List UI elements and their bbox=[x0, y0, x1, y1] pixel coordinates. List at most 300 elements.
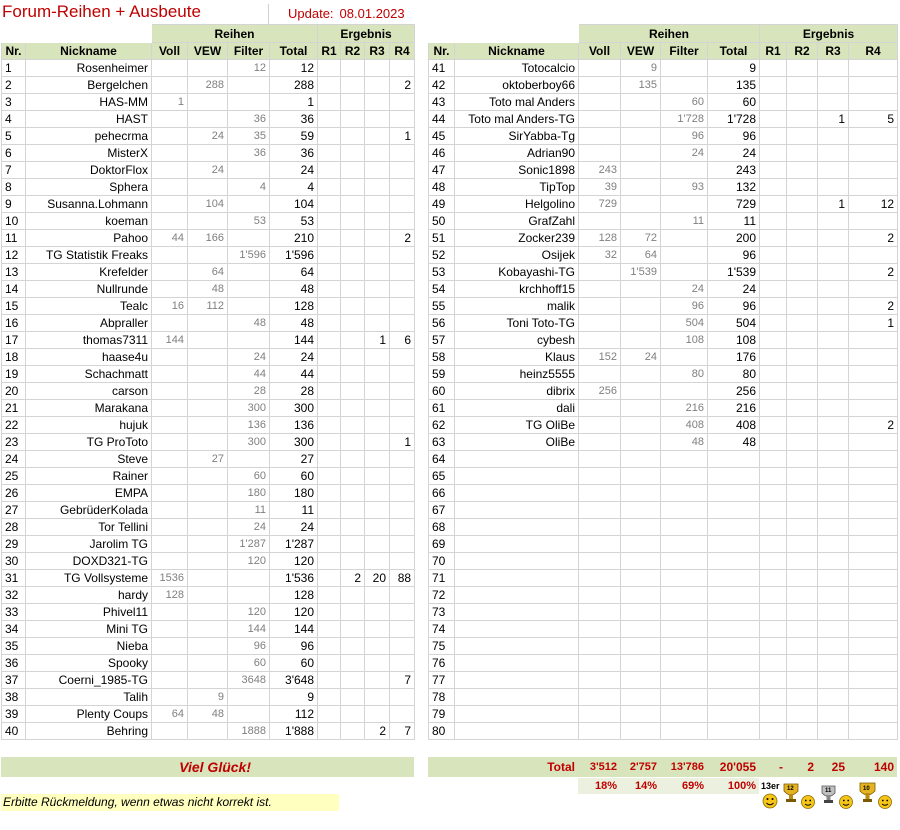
cell-r4: 5 bbox=[849, 111, 898, 128]
cell-nickname: Marakana bbox=[26, 400, 152, 417]
cell-vew bbox=[621, 672, 661, 689]
feedback-note: Erbitte Rückmeldung, wenn etwas nicht korrekt ist. bbox=[1, 794, 339, 811]
cell-total bbox=[708, 587, 760, 604]
cell-nr: 36 bbox=[2, 655, 26, 672]
cell-r3 bbox=[818, 502, 849, 519]
cell-voll bbox=[152, 196, 188, 213]
cell-voll bbox=[579, 519, 621, 536]
cell-r4: 12 bbox=[849, 196, 898, 213]
cell-nickname: Osijek bbox=[455, 247, 579, 264]
cell-nickname: oktoberboy66 bbox=[455, 77, 579, 94]
cell-r4 bbox=[390, 383, 415, 400]
cell-r4 bbox=[390, 689, 415, 706]
cell-nickname bbox=[455, 502, 579, 519]
cell-voll bbox=[579, 621, 621, 638]
cell-r1 bbox=[760, 298, 787, 315]
cell-r1 bbox=[760, 162, 787, 179]
total-filter: 13'786 bbox=[670, 761, 704, 773]
cell-r1 bbox=[318, 128, 341, 145]
smiley-icon bbox=[802, 796, 815, 809]
col-header-voll: Voll bbox=[152, 43, 188, 60]
table-row bbox=[429, 502, 898, 519]
cell-r4 bbox=[390, 638, 415, 655]
cell-voll: 1536 bbox=[152, 570, 188, 587]
cell-voll bbox=[152, 128, 188, 145]
cell-voll bbox=[152, 77, 188, 94]
cell-total: 135 bbox=[708, 77, 760, 94]
cell-nr: 51 bbox=[429, 230, 455, 247]
cell-r4 bbox=[849, 281, 898, 298]
table-row bbox=[429, 213, 898, 230]
table-row bbox=[429, 162, 898, 179]
cell-vew bbox=[621, 383, 661, 400]
col-header-vew: VEW bbox=[621, 43, 661, 60]
cell-voll bbox=[579, 434, 621, 451]
table-row bbox=[2, 451, 415, 468]
cell-total: 1'287 bbox=[270, 536, 318, 553]
cell-voll: 144 bbox=[152, 332, 188, 349]
cell-total: 200 bbox=[708, 230, 760, 247]
cell-r1 bbox=[318, 706, 341, 723]
cell-nr: 69 bbox=[429, 536, 455, 553]
cell-voll bbox=[579, 94, 621, 111]
total-r3: 25 bbox=[831, 760, 845, 774]
cell-r3 bbox=[365, 536, 390, 553]
table-row bbox=[2, 111, 415, 128]
cell-filter: 24 bbox=[661, 281, 708, 298]
cell-vew bbox=[621, 451, 661, 468]
cell-nickname: Tealc bbox=[26, 298, 152, 315]
cell-r2 bbox=[341, 366, 365, 383]
group-header-reihen: Reihen bbox=[579, 25, 760, 43]
table-row bbox=[2, 128, 415, 145]
cell-r3 bbox=[365, 60, 390, 77]
cell-filter: 4 bbox=[228, 179, 270, 196]
cell-vew bbox=[621, 162, 661, 179]
cell-r4: 1 bbox=[849, 315, 898, 332]
cell-r1 bbox=[760, 349, 787, 366]
cell-r4 bbox=[849, 94, 898, 111]
table-row bbox=[2, 706, 415, 723]
table-row bbox=[2, 196, 415, 213]
cell-filter: 48 bbox=[228, 315, 270, 332]
cell-r1 bbox=[760, 366, 787, 383]
cell-r2 bbox=[341, 672, 365, 689]
cell-r3 bbox=[365, 502, 390, 519]
cell-filter bbox=[228, 196, 270, 213]
cell-r3 bbox=[365, 655, 390, 672]
cell-vew bbox=[188, 315, 228, 332]
cell-r2 bbox=[787, 553, 818, 570]
table-row bbox=[429, 451, 898, 468]
cell-nickname: dali bbox=[455, 400, 579, 417]
cell-total: 48 bbox=[270, 281, 318, 298]
cell-total bbox=[708, 570, 760, 587]
cell-vew bbox=[621, 145, 661, 162]
cell-vew bbox=[621, 94, 661, 111]
cell-filter: 96 bbox=[661, 298, 708, 315]
cell-total: 96 bbox=[708, 298, 760, 315]
cell-r1 bbox=[318, 536, 341, 553]
cell-nickname: EMPA bbox=[26, 485, 152, 502]
cell-total: 120 bbox=[270, 553, 318, 570]
group-header-ergebnis: Ergebnis bbox=[760, 25, 898, 43]
cell-voll bbox=[579, 689, 621, 706]
cell-nickname bbox=[455, 451, 579, 468]
cell-r4 bbox=[390, 281, 415, 298]
cell-r3 bbox=[365, 111, 390, 128]
cell-nickname: TipTop bbox=[455, 179, 579, 196]
cell-nr: 46 bbox=[429, 145, 455, 162]
total-total: 20'055 bbox=[719, 760, 756, 774]
percent-row bbox=[578, 778, 759, 794]
cell-total: 48 bbox=[270, 315, 318, 332]
cell-r3 bbox=[818, 587, 849, 604]
cell-filter bbox=[228, 281, 270, 298]
cell-r2 bbox=[787, 247, 818, 264]
cell-total: 53 bbox=[270, 213, 318, 230]
cell-nickname: Phivel11 bbox=[26, 604, 152, 621]
col-header-vew: VEW bbox=[188, 43, 228, 60]
cell-total: 256 bbox=[708, 383, 760, 400]
cell-r3 bbox=[818, 400, 849, 417]
cell-nr: 66 bbox=[429, 485, 455, 502]
cell-nr: 64 bbox=[429, 451, 455, 468]
cell-r1 bbox=[318, 587, 341, 604]
group-header-ergebnis: Ergebnis bbox=[318, 25, 415, 43]
cell-total: 96 bbox=[708, 247, 760, 264]
cell-filter: 53 bbox=[228, 213, 270, 230]
cell-r1 bbox=[760, 247, 787, 264]
cell-r4 bbox=[849, 332, 898, 349]
cell-nr: 15 bbox=[2, 298, 26, 315]
cell-r2 bbox=[787, 706, 818, 723]
table-row bbox=[429, 298, 898, 315]
cell-total: 128 bbox=[270, 587, 318, 604]
cell-vew bbox=[621, 179, 661, 196]
cell-r3 bbox=[365, 128, 390, 145]
cell-nr: 21 bbox=[2, 400, 26, 417]
cell-r1 bbox=[760, 400, 787, 417]
cell-r3 bbox=[365, 315, 390, 332]
cell-r2 bbox=[341, 315, 365, 332]
percent-voll: 18% bbox=[594, 780, 617, 792]
cell-r3 bbox=[365, 94, 390, 111]
total-r4: 140 bbox=[873, 760, 894, 774]
cell-nickname: OliBe bbox=[455, 434, 579, 451]
cell-nickname bbox=[455, 689, 579, 706]
cell-nr: 53 bbox=[429, 264, 455, 281]
cell-vew bbox=[188, 638, 228, 655]
cell-filter bbox=[661, 349, 708, 366]
cell-filter bbox=[661, 502, 708, 519]
cell-voll bbox=[152, 485, 188, 502]
cell-r1 bbox=[760, 417, 787, 434]
cell-r4 bbox=[390, 145, 415, 162]
cell-r1 bbox=[318, 621, 341, 638]
cell-r2 bbox=[787, 383, 818, 400]
cell-r1 bbox=[760, 179, 787, 196]
cell-r2 bbox=[341, 128, 365, 145]
cell-r3 bbox=[365, 349, 390, 366]
cell-nickname: Susanna.Lohmann bbox=[26, 196, 152, 213]
cell-total: 60 bbox=[270, 468, 318, 485]
cell-r2 bbox=[341, 179, 365, 196]
cell-nickname: DOXD321-TG bbox=[26, 553, 152, 570]
cell-r4 bbox=[849, 519, 898, 536]
cell-r3 bbox=[365, 196, 390, 213]
cell-r3 bbox=[365, 400, 390, 417]
cell-r4 bbox=[390, 519, 415, 536]
cell-voll bbox=[152, 655, 188, 672]
cell-voll bbox=[579, 417, 621, 434]
cell-filter: 300 bbox=[228, 434, 270, 451]
cell-nickname: DoktorFlox bbox=[26, 162, 152, 179]
cell-vew bbox=[621, 196, 661, 213]
cell-r3 bbox=[365, 604, 390, 621]
cell-r4 bbox=[390, 553, 415, 570]
cell-nr: 79 bbox=[429, 706, 455, 723]
cell-r1 bbox=[318, 247, 341, 264]
cell-r2 bbox=[787, 145, 818, 162]
cell-filter: 24 bbox=[661, 145, 708, 162]
cell-filter: 180 bbox=[228, 485, 270, 502]
cell-filter: 12 bbox=[228, 60, 270, 77]
cell-r2 bbox=[787, 213, 818, 230]
cell-nickname: haase4u bbox=[26, 349, 152, 366]
cell-total: 1'539 bbox=[708, 264, 760, 281]
cell-nr: 47 bbox=[429, 162, 455, 179]
cell-voll bbox=[152, 553, 188, 570]
table-row bbox=[2, 77, 415, 94]
cell-nr: 55 bbox=[429, 298, 455, 315]
cell-nr: 48 bbox=[429, 179, 455, 196]
cell-nickname bbox=[455, 723, 579, 740]
cell-r2 bbox=[787, 723, 818, 740]
table-row bbox=[429, 621, 898, 638]
cell-filter: 120 bbox=[228, 553, 270, 570]
cell-r3 bbox=[818, 383, 849, 400]
cell-vew bbox=[188, 247, 228, 264]
percent-total: 100% bbox=[727, 780, 756, 792]
cell-filter bbox=[228, 451, 270, 468]
cell-r3 bbox=[818, 621, 849, 638]
cell-nickname bbox=[455, 604, 579, 621]
cell-voll: 32 bbox=[579, 247, 621, 264]
cell-r4 bbox=[849, 570, 898, 587]
cell-r2 bbox=[787, 400, 818, 417]
cell-filter: 300 bbox=[228, 400, 270, 417]
cell-nickname: Helgolino bbox=[455, 196, 579, 213]
cell-r3 bbox=[818, 706, 849, 723]
cell-vew bbox=[188, 60, 228, 77]
cell-voll bbox=[152, 638, 188, 655]
cell-vew bbox=[188, 434, 228, 451]
cell-nr: 45 bbox=[429, 128, 455, 145]
ranking-table-left bbox=[1, 24, 415, 740]
cell-r2 bbox=[787, 162, 818, 179]
cell-r3 bbox=[818, 570, 849, 587]
cell-filter: 144 bbox=[228, 621, 270, 638]
cell-r2 bbox=[341, 162, 365, 179]
cell-filter bbox=[661, 264, 708, 281]
cell-vew: 24 bbox=[621, 349, 661, 366]
table-body-right bbox=[429, 60, 898, 740]
cell-r1 bbox=[760, 519, 787, 536]
table-row bbox=[429, 689, 898, 706]
cell-voll bbox=[579, 366, 621, 383]
cell-r3 bbox=[365, 179, 390, 196]
cell-total: 504 bbox=[708, 315, 760, 332]
table-row bbox=[429, 655, 898, 672]
badge-13er-label: 13er bbox=[761, 781, 780, 791]
cell-filter bbox=[661, 689, 708, 706]
cell-vew: 24 bbox=[188, 128, 228, 145]
cell-voll bbox=[152, 536, 188, 553]
cell-total: 60 bbox=[708, 94, 760, 111]
cell-r1 bbox=[760, 213, 787, 230]
cell-filter bbox=[661, 536, 708, 553]
cell-r3 bbox=[818, 604, 849, 621]
cell-nr: 56 bbox=[429, 315, 455, 332]
cell-r1 bbox=[760, 553, 787, 570]
cell-nr: 6 bbox=[2, 145, 26, 162]
cell-r4: 1 bbox=[390, 434, 415, 451]
cell-r4 bbox=[390, 536, 415, 553]
cell-nickname: GebrüderKolada bbox=[26, 502, 152, 519]
cell-r4: 2 bbox=[849, 230, 898, 247]
cell-vew: 104 bbox=[188, 196, 228, 213]
cell-r4 bbox=[849, 587, 898, 604]
cell-r4 bbox=[390, 366, 415, 383]
total-row bbox=[428, 757, 897, 777]
cell-r2 bbox=[787, 434, 818, 451]
cell-total: 24 bbox=[708, 281, 760, 298]
cell-r1 bbox=[760, 332, 787, 349]
cell-r1 bbox=[318, 366, 341, 383]
table-row bbox=[2, 553, 415, 570]
cell-nr: 20 bbox=[2, 383, 26, 400]
cell-nr: 59 bbox=[429, 366, 455, 383]
cell-nickname: HAS-MM bbox=[26, 94, 152, 111]
table-row bbox=[2, 60, 415, 77]
slogan-text: Viel Glück! bbox=[179, 759, 251, 775]
cell-r2 bbox=[787, 230, 818, 247]
cell-nickname: Sphera bbox=[26, 179, 152, 196]
cell-nr: 11 bbox=[2, 230, 26, 247]
cell-total: 60 bbox=[270, 655, 318, 672]
cell-total: 1'728 bbox=[708, 111, 760, 128]
cell-voll bbox=[579, 332, 621, 349]
cell-r3 bbox=[818, 60, 849, 77]
table-row bbox=[2, 723, 415, 740]
cell-nr: 37 bbox=[2, 672, 26, 689]
cell-r2 bbox=[787, 349, 818, 366]
cell-filter bbox=[661, 570, 708, 587]
col-header-filter: Filter bbox=[228, 43, 270, 60]
cell-r2 bbox=[341, 349, 365, 366]
cell-vew bbox=[621, 315, 661, 332]
trophy-12-icon bbox=[784, 784, 798, 802]
cell-r3 bbox=[365, 706, 390, 723]
cell-filter bbox=[228, 94, 270, 111]
cell-total: 288 bbox=[270, 77, 318, 94]
cell-r1 bbox=[318, 655, 341, 672]
cell-r3 bbox=[818, 536, 849, 553]
cell-r2 bbox=[787, 315, 818, 332]
cell-total: 128 bbox=[270, 298, 318, 315]
cell-r1 bbox=[318, 281, 341, 298]
cell-r1 bbox=[760, 451, 787, 468]
cell-nr: 14 bbox=[2, 281, 26, 298]
cell-r2 bbox=[787, 672, 818, 689]
cell-nr: 50 bbox=[429, 213, 455, 230]
cell-total: 1'596 bbox=[270, 247, 318, 264]
cell-nickname bbox=[455, 655, 579, 672]
cell-total bbox=[708, 621, 760, 638]
cell-r4 bbox=[390, 468, 415, 485]
cell-r3: 1 bbox=[365, 332, 390, 349]
cell-filter: 36 bbox=[228, 111, 270, 128]
cell-vew bbox=[188, 519, 228, 536]
cell-voll bbox=[152, 315, 188, 332]
cell-filter bbox=[228, 706, 270, 723]
cell-vew bbox=[621, 706, 661, 723]
cell-nickname: carson bbox=[26, 383, 152, 400]
table-row bbox=[2, 179, 415, 196]
cell-r2 bbox=[787, 77, 818, 94]
cell-vew bbox=[188, 655, 228, 672]
cell-nr: 32 bbox=[2, 587, 26, 604]
table-row bbox=[429, 570, 898, 587]
cell-nickname: TG Statistik Freaks bbox=[26, 247, 152, 264]
cell-r2 bbox=[787, 570, 818, 587]
cell-r4 bbox=[849, 434, 898, 451]
cell-r4 bbox=[390, 247, 415, 264]
cell-r4 bbox=[849, 162, 898, 179]
cell-r1 bbox=[318, 77, 341, 94]
cell-vew: 288 bbox=[188, 77, 228, 94]
cell-r3: 20 bbox=[365, 570, 390, 587]
cell-nickname: krchhoff15 bbox=[455, 281, 579, 298]
cell-nr: 3 bbox=[2, 94, 26, 111]
cell-voll bbox=[152, 689, 188, 706]
cell-nr: 39 bbox=[2, 706, 26, 723]
cell-r3 bbox=[365, 281, 390, 298]
cell-voll bbox=[152, 213, 188, 230]
cell-r2 bbox=[787, 332, 818, 349]
cell-r4 bbox=[390, 621, 415, 638]
cell-vew bbox=[188, 400, 228, 417]
cell-voll bbox=[152, 400, 188, 417]
table-row bbox=[2, 570, 415, 587]
cell-r2 bbox=[787, 196, 818, 213]
col-header-r2: R2 bbox=[787, 43, 818, 60]
cell-total bbox=[708, 519, 760, 536]
cell-voll bbox=[152, 723, 188, 740]
cell-r1 bbox=[760, 485, 787, 502]
cell-nr: 49 bbox=[429, 196, 455, 213]
cell-voll bbox=[152, 519, 188, 536]
cell-r3 bbox=[818, 213, 849, 230]
cell-vew bbox=[621, 332, 661, 349]
cell-total: 112 bbox=[270, 706, 318, 723]
cell-nr: 42 bbox=[429, 77, 455, 94]
cell-r2 bbox=[787, 366, 818, 383]
cell-r2 bbox=[787, 264, 818, 281]
cell-r3 bbox=[818, 315, 849, 332]
cell-vew: 9 bbox=[188, 689, 228, 706]
